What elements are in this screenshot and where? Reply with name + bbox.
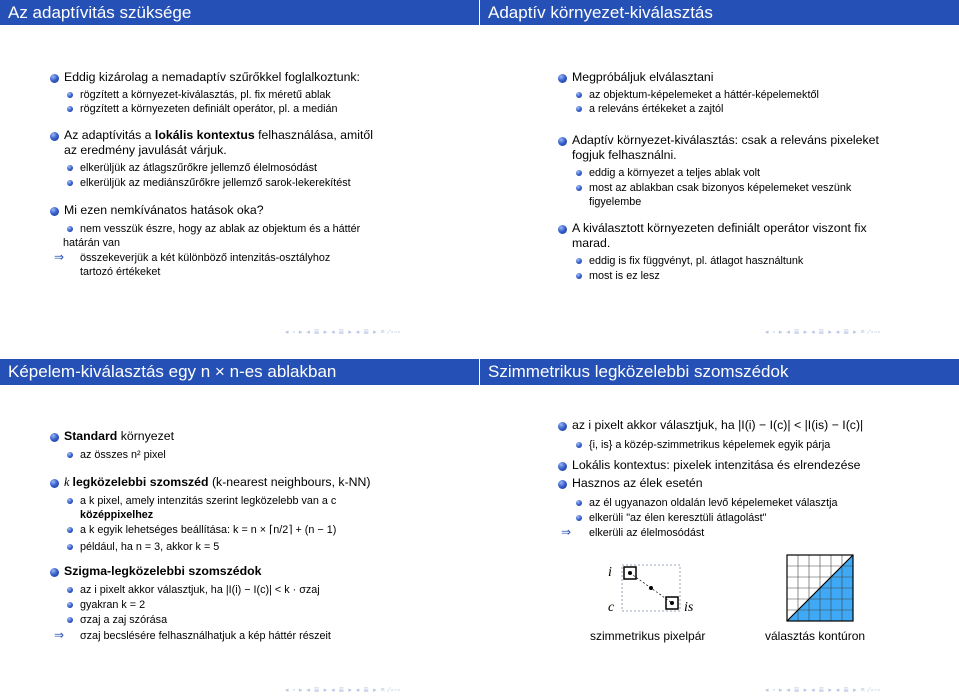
slide-title: Adaptív környezet-kiválasztás (480, 0, 959, 25)
bullet-icon (558, 462, 567, 471)
sub-bullet-icon (67, 602, 73, 608)
sub-bullet-text: az él ugyanazon oldalán levő képelemeket választja (589, 497, 838, 509)
bullet-icon (558, 480, 567, 489)
slide-symmetric-neighbours (480, 350, 959, 699)
bullet-text: Lokális kontextus: pixelek intenzitása és elrendezése (572, 458, 861, 472)
sub-bullet-text: nem vesszük észre, hogy az ablak az objektum és a háttér (80, 223, 361, 235)
sub-bullet-icon (576, 92, 582, 98)
bullet-icon (50, 568, 59, 577)
contour-selection-figure (785, 553, 855, 623)
sub-bullet-icon (576, 500, 582, 506)
sub-bullet-text: a releváns értékeket a zajtól (589, 103, 724, 115)
bullet-text-cont: fogjuk felhasználni. (572, 148, 677, 162)
navigation-bar[interactable]: ◂ ▫ ▸ ◂ ≣ ▸ ◂ ≣ ▸ ◂ ≣ ▸ ≡ ⁄▫▫▫ (765, 687, 882, 694)
bullet-icon (50, 74, 59, 83)
implies-arrow-icon: ⇒ (54, 628, 65, 642)
bullet-text: k legközelebbi szomszéd (k-nearest neighbours, k-NN) (64, 475, 371, 489)
bullet-icon (558, 422, 567, 431)
sub-bullet-icon (576, 185, 582, 191)
bullet-text: Szigma-legközelebbi szomszédok (64, 564, 262, 578)
sub-bullet-text: elkerüljük az átlagszűrőkre jellemző élelmosódást (80, 162, 318, 174)
implication-text: elkerüli az élelmosódást (589, 527, 705, 539)
sub-bullet-text: például, ha n = 3, akkor k = 5 (80, 541, 220, 553)
slide-title: Képelem-kiválasztás egy n × n-es ablakban (0, 359, 479, 385)
sub-bullet-icon (67, 92, 73, 98)
bullet-text-cont: az eredmény javulását várjuk. (64, 143, 227, 157)
sub-bullet-text: σzaj a zaj szórása (80, 614, 168, 626)
sub-bullet-text: elkerüljük az mediánszűrőkre jellemző sarok-lekerekítést (80, 177, 351, 189)
bullet-icon (558, 225, 567, 234)
label-c: c (608, 600, 615, 615)
sub-bullet-icon (576, 515, 582, 521)
sub-bullet-icon (67, 106, 73, 112)
bullet-icon (50, 132, 59, 141)
sub-bullet-icon (576, 442, 582, 448)
implication-text: összekeverjük a két különböző intenzitás-osztályhoz (80, 252, 331, 264)
figure-caption: szimmetrikus pixelpár (590, 629, 706, 643)
sub-bullet-text: most az ablakban csak bizonyos képelemeket veszünk (589, 182, 852, 194)
bullet-icon (50, 433, 59, 442)
slide-adaptive-selection (480, 0, 959, 349)
slide-title: Az adaptívitás szüksége (0, 0, 479, 25)
slide-adaptivity-need (0, 0, 479, 349)
navigation-bar[interactable]: ◂ ▫ ▸ ◂ ≣ ▸ ◂ ≣ ▸ ◂ ≣ ▸ ≡ ⁄▫▫▫ (285, 687, 402, 694)
sub-bullet-text: rögzített a környezeten definiált operátor, pl. a medián (80, 103, 338, 115)
bullet-text: az i pixelt akkor választjuk, ha |I(i) − I(c)| < |I(is) − I(c)| (572, 418, 864, 432)
navigation-bar[interactable]: ◂ ▫ ▸ ◂ ≣ ▸ ◂ ≣ ▸ ◂ ≣ ▸ ≡ ⁄▫▫▫ (285, 329, 402, 336)
sub-bullet-text: az objektum-képelemeket a háttér-képelemektől (589, 89, 819, 101)
slide-pixel-selection (0, 350, 479, 699)
sub-bullet-icon (67, 180, 73, 186)
sub-bullet-text: rögzített a környezet-kiválasztás, pl. fix méretű ablak (80, 89, 331, 101)
implies-arrow-icon: ⇒ (561, 525, 572, 539)
sub-bullet-text: a k egyik lehetséges beállítása: k = n × ⌈n/2⌉ + (n − 1) (80, 524, 337, 536)
bullet-text: Eddig kizárolag a nemadaptív szűrőkkel foglalkoztunk: (64, 70, 360, 84)
bullet-text: A kiválasztott környezeten definiált operátor viszont fix (572, 221, 867, 235)
sub-bullet-text: eddig is fix függvényt, pl. átlagot használtunk (589, 255, 804, 267)
sub-bullet-text: most is ez lesz (589, 270, 660, 282)
sub-bullet-icon (576, 273, 582, 279)
bullet-text-cont: marad. (572, 236, 611, 250)
implication-text: σzaj becslésére felhasználhatjuk a kép háttér részeit (80, 630, 331, 642)
sub-bullet-icon (576, 258, 582, 264)
bullet-icon (50, 479, 59, 488)
sub-bullet-text: az összes n² pixel (80, 449, 166, 461)
label-is: is (684, 600, 694, 615)
sub-bullet-text: a k pixel, amely intenzitás szerint legközelebb van a c (80, 495, 337, 507)
symmetric-pair-figure (600, 555, 710, 620)
sub-bullet-icon (576, 106, 582, 112)
slide-title: Szimmetrikus legközelebbi szomszédok (480, 359, 959, 385)
bullet-icon (558, 74, 567, 83)
bullet-icon (558, 137, 567, 146)
bullet-text: Mi ezen nemkívánatos hatások oka? (64, 203, 264, 217)
sub-bullet-icon (576, 170, 582, 176)
bullet-text: Megpróbáljuk elválasztani (572, 70, 714, 84)
sub-bullet-text-cont: középpixelhez (80, 509, 154, 521)
bullet-text: Az adaptívitás a lokális kontextus felhasználása, amitől (64, 128, 373, 142)
sub-bullet-text-cont: figyelembe (589, 196, 642, 208)
sub-bullet-text: {i, is} a közép-szimmetrikus képelemek egyik párja (589, 439, 831, 451)
bullet-icon (50, 207, 59, 216)
sub-bullet-icon (67, 587, 73, 593)
sub-bullet-text: az i pixelt akkor választjuk, ha |I(i) − I(c)| < k · σzaj (80, 584, 320, 596)
label-i: i (608, 565, 612, 580)
sub-bullet-text: elkerüli "az élen keresztüli átlagolást" (589, 512, 767, 524)
sub-bullet-icon (67, 527, 73, 533)
sub-bullet-text: gyakran k = 2 (80, 599, 146, 611)
sub-bullet-icon (67, 544, 73, 550)
sub-bullet-icon (67, 165, 73, 171)
implication-text-cont: tartozó értékeket (80, 266, 161, 278)
figure-caption: választás kontúron (765, 629, 866, 643)
bullet-text: Adaptív környezet-kiválasztás: csak a releváns pixeleket (572, 133, 879, 147)
bullet-text: Hasznos az élek esetén (572, 476, 703, 490)
sub-bullet-icon (67, 226, 73, 232)
implies-arrow-icon: ⇒ (54, 250, 65, 264)
sub-bullet-icon (67, 498, 73, 504)
sub-bullet-icon (67, 452, 73, 458)
navigation-bar[interactable]: ◂ ▫ ▸ ◂ ≣ ▸ ◂ ≣ ▸ ◂ ≣ ▸ ≡ ⁄▫▫▫ (765, 329, 882, 336)
sub-bullet-text-cont: határán van (63, 237, 121, 249)
bullet-text: Standard környezet (64, 429, 175, 443)
sub-bullet-text: eddig a környezet a teljes ablak volt (589, 167, 761, 179)
sub-bullet-icon (67, 617, 73, 623)
